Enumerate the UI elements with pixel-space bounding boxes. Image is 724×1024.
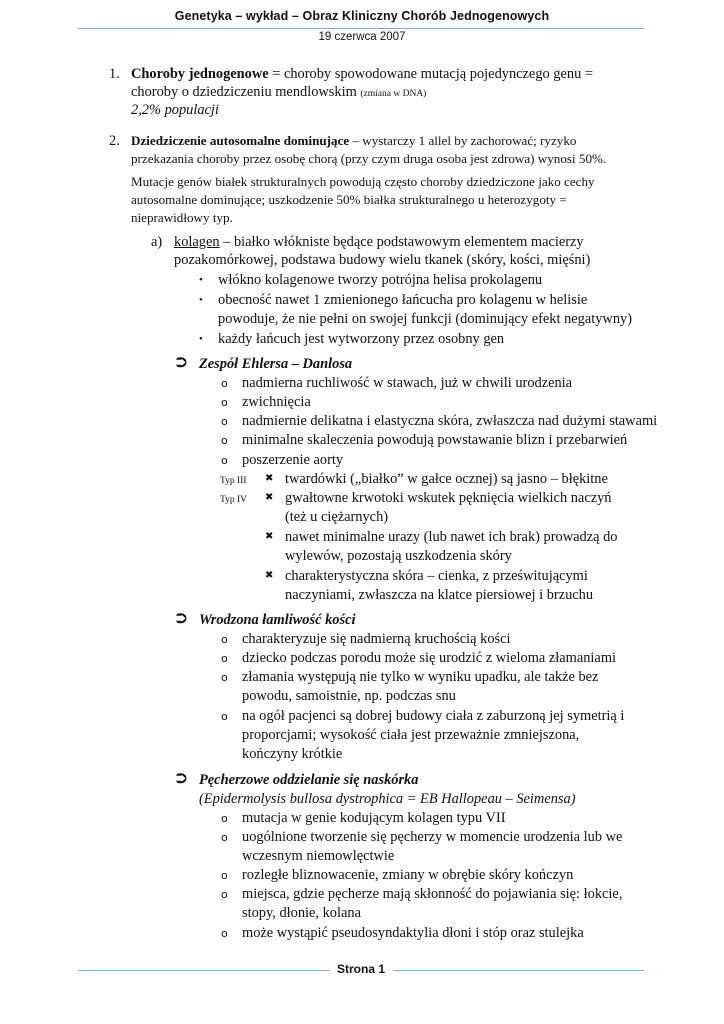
collagen-bullet-3: każdy łańcuch jest wytworzony przez osobny gen [218, 331, 505, 347]
circle-bullet-icon: o [221, 812, 228, 825]
document-date: 19 czerwca 2007 [318, 31, 406, 43]
eb-line-1: mutacja w genie kodującym kolagen typu VII [242, 810, 506, 826]
brittle-title: Wrodzona łamliwość kości [199, 612, 356, 628]
sub-a-line-2: pozakomórkowej, podstawa budowy wielu tkanek (skóry, kości, mięśni) [174, 252, 591, 268]
eb-line-4-cont: stopy, dłonie, kolana [242, 905, 361, 921]
type-iii-label: Typ III [220, 476, 247, 486]
ehlers-item-3: nadmiernie delikatna i elastyczna skóra, zwłaszcza nad dużymi stawami [242, 413, 658, 429]
bullet-marker: • [199, 294, 203, 306]
circle-bullet-icon: o [221, 434, 228, 447]
ehlers-title: Zespół Ehlersa – Danlosa [199, 356, 353, 372]
eb-line-5: może wystąpić pseudosyndaktylia dłoni i stóp oraz stulejka [242, 925, 584, 941]
epidermolysis-title: Pęcherzowe oddzielanie się naskórka [199, 772, 419, 788]
circle-bullet-icon: o [221, 415, 228, 428]
footer-divider-right [394, 970, 644, 971]
brittle-line-3-cont: powodu, samoistnie, np. podczas snu [242, 688, 456, 704]
bullet-marker: • [199, 274, 203, 286]
footer-divider-left [78, 970, 330, 971]
circle-bullet-icon: o [221, 377, 228, 390]
eb-line-2: uogólnione tworzenie się pęcherzy w momencie urodzenia lub we [242, 829, 623, 845]
arrow-icon: ⮊ [176, 355, 187, 371]
item-2-para-3: nieprawidłowy typ. [131, 210, 233, 225]
item-1-line-1 [131, 65, 593, 83]
eb-line-3: rozległe bliznowacenie, zmiany w obrębie skóry kończyn [242, 867, 574, 883]
item-1-note: (zmiana w DNA) [360, 89, 427, 99]
sub-a-line-1-rest: – białko włókniste będące podstawowym elementem macierzy [219, 234, 584, 250]
collagen-bullet-1: włókno kolagenowe tworzy potrójna helisa prokolagenu [218, 272, 543, 288]
item-2-def-1: – wystarczy 1 allel by zachorować; ryzyko [349, 133, 577, 148]
item-2-term: Dziedziczenie autosomalne dominujące [131, 133, 350, 148]
ehlers-sub-2-cont: (też u ciężarnych) [285, 509, 389, 525]
ehlers-item-2: zwichnięcia [242, 394, 311, 410]
ehlers-sub-2: gwałtowne krwotoki wskutek pęknięcia wielkich naczyń [285, 490, 612, 506]
sub-a-label: a) [151, 234, 163, 250]
ehlers-sub-3: nawet minimalne urazy (lub nawet ich brak) prowadzą do [285, 529, 618, 545]
eb-line-4: miejsca, gdzie pęcherze mają skłonność do pojawiania się: łokcie, [242, 886, 623, 902]
eb-line-2-cont: wczesnym niemowlęctwie [242, 848, 395, 864]
item-2-def-2: przekazania choroby przez osobę chorą (przy czym druga osoba jest zdrowa) wynosi 50%. [131, 151, 607, 166]
bullet-marker: • [199, 333, 203, 345]
epidermolysis-subtitle: (Epidermolysis bullosa dystrophica = EB Hallopeau – Seimensa) [199, 791, 576, 807]
ehlers-sub-4-cont: naczyniami, zwłaszcza na klatce piersiowej i brzuchu [285, 587, 594, 603]
circle-bullet-icon: o [221, 869, 228, 882]
circle-bullet-icon: o [221, 396, 228, 409]
brittle-line-4: na ogół pacjenci są dobrej budowy ciała z zaburzoną jej symetrią i [242, 708, 625, 724]
page-number: Strona 1 [337, 962, 386, 976]
arrow-icon: ⮊ [176, 611, 187, 627]
item-1-def-1: = choroby spowodowane mutacją pojedynczego genu = [268, 66, 593, 82]
cross-bullet-icon: ✖ [265, 473, 274, 484]
arrow-icon: ⮊ [176, 771, 187, 787]
brittle-line-4-cont-2: kończyny krótkie [242, 746, 343, 762]
cross-bullet-icon: ✖ [265, 531, 274, 542]
item-1-number: 1. [109, 66, 120, 82]
item-2-para-1: Mutacje genów białek strukturalnych powodują często choroby dziedziczone jako cechy [131, 174, 595, 189]
header-divider [78, 28, 644, 29]
item-2-line-1 [131, 132, 576, 150]
cross-bullet-icon: ✖ [265, 570, 274, 581]
circle-bullet-icon: o [221, 888, 228, 901]
circle-bullet-icon: o [221, 652, 228, 665]
brittle-line-4-cont-1: proporcjami; wysokość ciała jest przeważnie zmniejszona, [242, 727, 580, 743]
document-header-title: Genetyka – wykład – Obraz Kliniczny Chorób Jednogenowych [174, 9, 550, 23]
item-2-para-2: autosomalne dominujące; uszkodzenie 50% białka strukturalnego u heterozygoty = [131, 192, 567, 207]
ehlers-sub-3-cont: wylewów, pozostają uszkodzenia skóry [285, 548, 512, 564]
ehlers-sub-1: twardówki („białko” w gałce ocznej) są jasno – błękitne [285, 471, 608, 487]
circle-bullet-icon: o [221, 927, 228, 940]
sub-a-term: kolagen [174, 234, 220, 250]
ehlers-sub-4: charakterystyczna skóra – cienka, z prześwitującymi [285, 568, 588, 584]
brittle-line-3: złamania występują nie tylko w wyniku upadku, ale także bez [242, 669, 599, 685]
circle-bullet-icon: o [221, 454, 228, 467]
ehlers-item-5: poszerzenie aorty [242, 452, 344, 468]
item-1-def-2: choroby o dziedziczeniu mendlowskim [131, 84, 361, 100]
ehlers-item-1: nadmierna ruchliwość w stawach, już w chwili urodzenia [242, 375, 573, 391]
item-1-line-2 [131, 83, 426, 103]
circle-bullet-icon: o [221, 671, 228, 684]
brittle-line-2: dziecko podczas porodu może się urodzić z wieloma złamaniami [242, 650, 617, 666]
circle-bullet-icon: o [221, 633, 228, 646]
sub-a-line-1 [174, 233, 584, 251]
item-2-number: 2. [109, 133, 120, 149]
cross-bullet-icon: ✖ [265, 492, 274, 503]
circle-bullet-icon: o [221, 831, 228, 844]
type-iv-label: Typ IV [220, 495, 248, 505]
ehlers-item-4: minimalne skaleczenia powodują powstawanie blizn i przebarwień [242, 432, 628, 448]
item-1-stat: 2,2% populacji [131, 102, 219, 118]
collagen-bullet-2: obecność nawet 1 zmienionego łańcucha pro kolagenu w helisie [218, 292, 588, 308]
brittle-line-1: charakteryzuje się nadmierną kruchością kości [242, 631, 511, 647]
collagen-bullet-2-cont: powoduje, że nie pełni on swojej funkcji (dominujący efekt negatywny) [218, 311, 633, 327]
circle-bullet-icon: o [221, 710, 228, 723]
item-1-term: Choroby jednogenowe [131, 66, 269, 82]
